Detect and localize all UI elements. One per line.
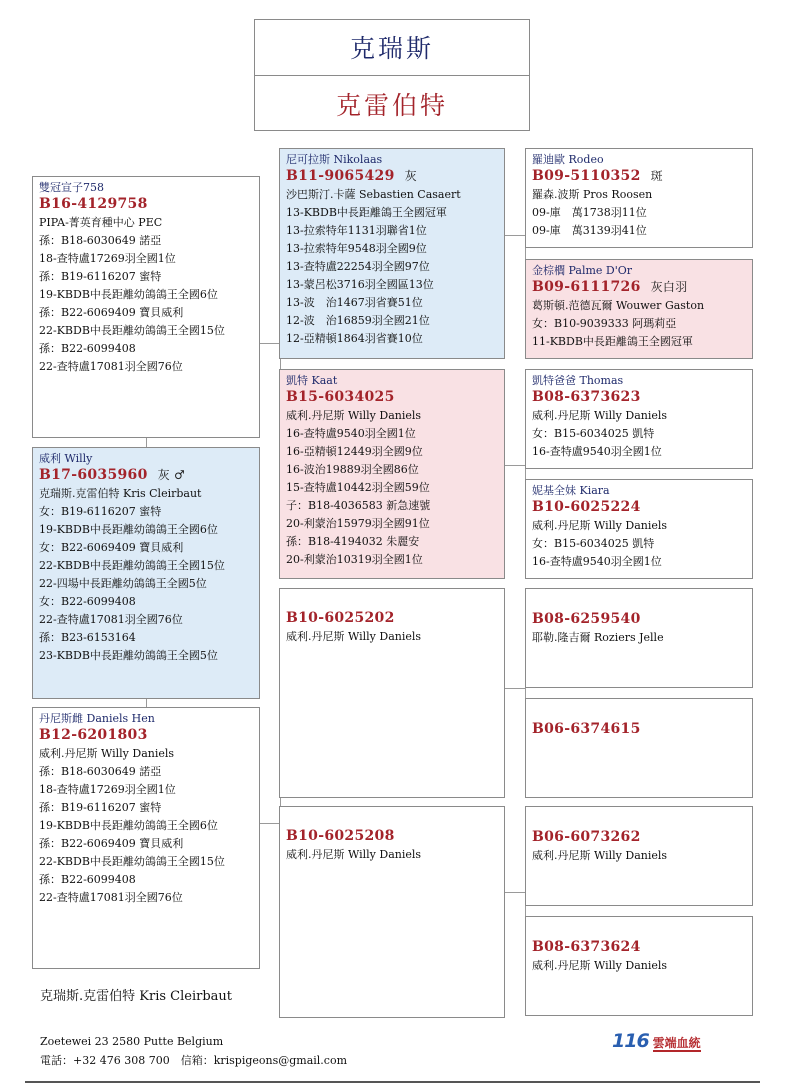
pedigree-line: 孫：B22-6099408 xyxy=(39,873,136,886)
pedigree-line: 女：B22-6099408 xyxy=(39,595,136,608)
grandsire-2-card xyxy=(279,588,505,798)
subject-lines xyxy=(39,485,253,665)
granddam-1-card xyxy=(279,369,505,579)
connector xyxy=(259,343,280,344)
granddam-2-ring: B10-6025208 xyxy=(286,828,395,844)
pedigree-line: 孫：B23-6153164 xyxy=(39,631,136,644)
pedigree-line: 威利.丹尼斯 Willy Daniels xyxy=(286,409,422,422)
connector xyxy=(525,469,526,479)
great-grandparent-3-card xyxy=(525,369,753,469)
granddam-1-lines xyxy=(286,407,498,569)
great-grandparent-2-color: 灰白羽 xyxy=(650,280,688,294)
pedigree-line: 11-KBDB中長距離鴿王全國冠軍 xyxy=(532,335,693,348)
subject-name: 威利 Willy xyxy=(39,452,93,465)
pedigree-line: 15-查特盧10442羽全國59位 xyxy=(286,481,430,494)
pedigree-line: 13-拉索特年1131羽聯省1位 xyxy=(286,224,427,237)
grandsire-1-ring-number: B11-9065429 xyxy=(286,168,395,184)
pedigree-line: 子：B18-4036583 新急速號 xyxy=(286,499,431,512)
great-grandparent-2-name: 金棕櫚 Palme D'Or xyxy=(532,264,633,277)
pedigree-line: 16-波治19889羽全國86位 xyxy=(286,463,419,476)
pedigree-line: 沙巴斯汀.卡薩 Sebastien Casaert xyxy=(286,188,461,201)
footer-address: Zoetewei 23 2580 Putte Belgium xyxy=(40,1035,224,1048)
pedigree-line: 18-查特盧17269羽全國1位 xyxy=(39,783,176,796)
great-grandparent-4-name: 妮基全妹 Kiara xyxy=(532,484,610,497)
connector xyxy=(525,688,526,698)
great-grandparent-1-color: 斑 xyxy=(650,169,663,183)
pedigree-line: 克瑞斯.克雷伯特 Kris Cleirbaut xyxy=(39,487,202,500)
pedigree-line: 13-波 治1467羽省賽51位 xyxy=(286,296,423,309)
dam-name: 丹尼斯雌 Daniels Hen xyxy=(39,712,155,725)
pedigree-line: 22-查特盧17081羽全國76位 xyxy=(39,613,183,626)
great-grandparent-7-lines xyxy=(532,847,746,865)
sire-ring: B16-4129758 xyxy=(39,196,148,212)
great-grandparent-5-ring: B08-6259540 xyxy=(532,611,641,627)
granddam-1-ring: B15-6034025 xyxy=(286,389,395,405)
connector xyxy=(146,698,147,707)
pedigree-line: 威利.丹尼斯 Willy Daniels xyxy=(532,959,668,972)
pedigree-line: 09-庫 萬1738羽11位 xyxy=(532,206,647,219)
pedigree-line: 22-KBDB中長距離幼鴿鴿王全國15位 xyxy=(39,855,225,868)
pedigree-line: 19-KBDB中長距離幼鴿鴿王全國6位 xyxy=(39,288,218,301)
pedigree-line: 葛斯頓.范德瓦爾 Wouwer Gaston xyxy=(532,299,705,312)
great-grandparent-6-ring: B06-6374615 xyxy=(532,721,641,737)
great-grandparent-5-card xyxy=(525,588,753,688)
owner-name-top: 克瑞斯 xyxy=(255,20,529,76)
great-grandparent-2-ring-number: B09-6111726 xyxy=(532,279,641,295)
great-grandparent-6-card xyxy=(525,698,753,798)
great-grandparent-8-card xyxy=(525,916,753,1016)
great-grandparent-8-lines xyxy=(532,957,746,975)
pedigree-line: 22-查特盧17081羽全國76位 xyxy=(39,891,183,904)
sire-lines xyxy=(39,214,253,376)
pedigree-line: 孫：B18-6030649 諾亞 xyxy=(39,234,162,247)
grandsire-1-card xyxy=(279,148,505,359)
pedigree-line: 孫：B19-6116207 蜜特 xyxy=(39,801,162,814)
bottom-divider xyxy=(25,1081,760,1083)
great-grandparent-2-card xyxy=(525,259,753,359)
dam-lines xyxy=(39,745,253,907)
connector xyxy=(504,892,526,893)
pedigree-line: 13-KBDB中長距離鴿王全國冠軍 xyxy=(286,206,447,219)
pedigree-line: 耶勒.隆吉爾 Roziers Jelle xyxy=(532,631,664,644)
grandsire-1-lines xyxy=(286,186,498,348)
grandsire-1-ring xyxy=(286,167,498,186)
granddam-2-lines xyxy=(286,846,498,864)
great-grandparent-7-ring: B06-6073262 xyxy=(532,829,641,845)
pedigree-line: 威利.丹尼斯 Willy Daniels xyxy=(532,409,668,422)
pedigree-line: 19-KBDB中長距離幼鴿鴿王全國6位 xyxy=(39,819,218,832)
great-grandparent-4-card xyxy=(525,479,753,579)
great-grandparent-1-name: 羅迪歐 Rodeo xyxy=(532,153,604,166)
connector xyxy=(146,437,147,447)
subject-ring xyxy=(39,466,253,485)
pedigree-line: 20-利蒙治15979羽全國91位 xyxy=(286,517,430,530)
great-grandparent-1-lines xyxy=(532,186,746,240)
pedigree-line: 16-查特盧9540羽全國1位 xyxy=(532,445,662,458)
grandsire-2-lines xyxy=(286,628,498,646)
grandsire-1-color: 灰 xyxy=(404,169,417,183)
pedigree-line: 16-亞精頓12449羽全國9位 xyxy=(286,445,423,458)
pedigree-line: 22-四場中長距離幼鴿鴿王全國5位 xyxy=(39,577,207,590)
sire-card xyxy=(32,176,260,438)
pedigree-line: 孫：B22-6099408 xyxy=(39,342,136,355)
pedigree-line: 09-庫 萬3139羽41位 xyxy=(532,224,647,237)
pedigree-line: 孫：B22-6069409 寶貝威利 xyxy=(39,306,184,319)
pedigree-line: 女：B22-6069409 寶貝威利 xyxy=(39,541,184,554)
pedigree-line: 女：B10-9039333 阿瑪莉亞 xyxy=(532,317,677,330)
dam-ring: B12-6201803 xyxy=(39,727,148,743)
pedigree-line: 23-KBDB中長距離幼鴿鴿王全國5位 xyxy=(39,649,218,662)
brand-logo xyxy=(612,1030,701,1056)
pedigree-line: 孫：B19-6116207 蜜特 xyxy=(39,270,162,283)
great-grandparent-4-ring: B10-6025224 xyxy=(532,499,641,515)
great-grandparent-2-lines xyxy=(532,297,746,351)
subject-ring-number: B17-6035960 xyxy=(39,467,148,483)
connector xyxy=(504,688,526,689)
pedigree-title-box xyxy=(254,19,530,131)
pedigree-line: 22-查特盧17081羽全國76位 xyxy=(39,360,183,373)
sire-name: 雙冠宣子758 xyxy=(39,181,104,194)
pedigree-line: 威利.丹尼斯 Willy Daniels xyxy=(286,848,422,861)
great-grandparent-1-ring xyxy=(532,167,746,186)
connector xyxy=(504,235,526,236)
pedigree-line: PIPA-菁英育種中心 PEC xyxy=(39,216,163,229)
subject-card xyxy=(32,447,260,699)
subject-color-sex: 灰 ♂ xyxy=(157,468,186,482)
great-grandparent-2-ring xyxy=(532,278,746,297)
footer-contact: 電話：+32 476 308 700 信箱：krispigeons@gmail.com xyxy=(40,1054,348,1067)
pedigree-line: 18-查特盧17269羽全國1位 xyxy=(39,252,176,265)
pedigree-line: 13-拉索特年9548羽全國9位 xyxy=(286,242,427,255)
pedigree-line: 16-查特盧9540羽全國1位 xyxy=(286,427,416,440)
granddam-1-name: 凱特 Kaat xyxy=(286,374,338,387)
pedigree-line: 女：B19-6116207 蜜特 xyxy=(39,505,162,518)
pedigree-line: 22-KBDB中長距離幼鴿鴿王全國15位 xyxy=(39,559,225,572)
pedigree-line: 13-蒙呂松3716羽全國區13位 xyxy=(286,278,434,291)
pedigree-line: 孫：B22-6069409 寶貝威利 xyxy=(39,837,184,850)
grandsire-2-ring: B10-6025202 xyxy=(286,610,395,626)
pedigree-line: 女：B15-6034025 凱特 xyxy=(532,427,655,440)
dam-card xyxy=(32,707,260,969)
connector xyxy=(504,465,526,466)
pedigree-line: 羅森.波斯 Pros Roosen xyxy=(532,188,653,201)
logo-text: 雲端血統 xyxy=(652,1036,701,1050)
pedigree-line: 女：B15-6034025 凱特 xyxy=(532,537,655,550)
great-grandparent-3-name: 凱特爸爸 Thomas xyxy=(532,374,624,387)
pedigree-line: 孫：B18-6030649 諾亞 xyxy=(39,765,162,778)
great-grandparent-3-ring: B08-6373623 xyxy=(532,389,641,405)
granddam-2-card xyxy=(279,806,505,1018)
logo-number: 116 xyxy=(612,1030,649,1052)
pedigree-line: 孫：B18-4194032 朱麗安 xyxy=(286,535,420,548)
owner-signature: 克瑞斯.克雷伯特 Kris Cleirbaut xyxy=(40,989,232,1004)
great-grandparent-4-lines xyxy=(532,517,746,571)
pedigree-line: 威利.丹尼斯 Willy Daniels xyxy=(532,519,668,532)
pedigree-line: 威利.丹尼斯 Willy Daniels xyxy=(532,849,668,862)
great-grandparent-1-card xyxy=(525,148,753,248)
great-grandparent-7-card xyxy=(525,806,753,906)
great-grandparent-1-ring-number: B09-5110352 xyxy=(532,168,641,184)
connector xyxy=(525,906,526,916)
great-grandparent-3-lines xyxy=(532,407,746,461)
pedigree-line: 19-KBDB中長距離幼鴿鴿王全國6位 xyxy=(39,523,218,536)
pedigree-line: 威利.丹尼斯 Willy Daniels xyxy=(286,630,422,643)
great-grandparent-8-ring: B08-6373624 xyxy=(532,939,641,955)
pedigree-line: 20-利蒙治10319羽全國1位 xyxy=(286,553,423,566)
pedigree-line: 12-亞精頓1864羽省賽10位 xyxy=(286,332,423,345)
pedigree-line: 16-查特盧9540羽全國1位 xyxy=(532,555,662,568)
great-grandparent-5-lines xyxy=(532,629,746,647)
pedigree-line: 13-查特盧22254羽全國97位 xyxy=(286,260,430,273)
grandsire-1-name: 尼可拉斯 Nikolaas xyxy=(286,153,383,166)
owner-name-bottom: 克雷伯特 xyxy=(335,91,448,120)
pedigree-line: 22-KBDB中長距離幼鴿鴿王全國15位 xyxy=(39,324,225,337)
pedigree-line: 威利.丹尼斯 Willy Daniels xyxy=(39,747,175,760)
pedigree-line: 12-波 治16859羽全國21位 xyxy=(286,314,430,327)
connector xyxy=(259,823,280,824)
